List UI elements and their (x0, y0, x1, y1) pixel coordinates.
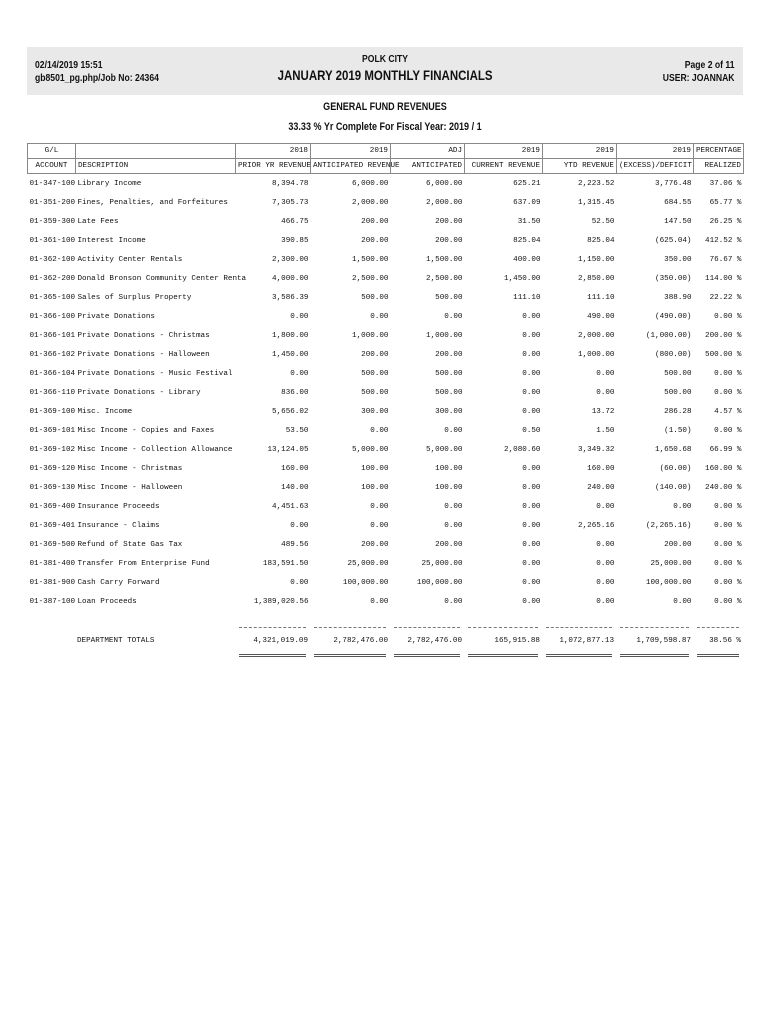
totals-rule-bottom (27, 648, 743, 662)
cell-gl-account: 01-369-401 (29, 521, 76, 530)
totals-rule-top (27, 620, 743, 634)
rule-segment (390, 648, 464, 662)
cell-current-revenue: 0.00 (522, 464, 541, 473)
rule-segment (27, 648, 75, 662)
cell-description: Private Donations - Music Festival (77, 369, 233, 378)
cell-excess-deficit: (60.00) (659, 464, 692, 473)
rule-segment (464, 648, 542, 662)
table-row (28, 573, 744, 592)
column-header-anticipated-revenue: ANTICIPATED REVENUE (311, 159, 391, 174)
cell-ytd-revenue: 2,850.00 (578, 274, 615, 283)
cell-description: Misc Income - Halloween (77, 483, 183, 492)
column-header-gl-account: G/L (28, 144, 76, 159)
page-number: Page 2 of 11 (685, 59, 735, 71)
cell-prior-yr-revenue: 2,300.00 (272, 255, 309, 264)
cell-current-revenue: 1,450.00 (504, 274, 541, 283)
cell-anticipated-revenue: 200.00 (361, 350, 389, 359)
header-row-top (28, 144, 744, 159)
cell-excess-deficit: 388.90 (664, 293, 692, 302)
table-row (28, 193, 744, 212)
cell-adj-anticipated: 0.00 (444, 502, 463, 511)
cell-ytd-revenue: 52.50 (591, 217, 615, 226)
cell-current-revenue: 0.00 (522, 578, 541, 587)
table-row (28, 497, 744, 516)
cell-adj-anticipated: 100.00 (435, 483, 463, 492)
cell-ytd-revenue: 160.00 (587, 464, 615, 473)
cell-ytd-revenue: 111.10 (587, 293, 615, 302)
cell-description: Misc Income - Copies and Faxes (77, 426, 215, 435)
total-percentage-realized: 38.56 % (709, 637, 741, 645)
table-row (28, 364, 744, 383)
cell-ytd-revenue: 0.00 (596, 578, 615, 587)
report-title-block (27, 49, 743, 85)
cell-anticipated-revenue: 5,000.00 (352, 445, 389, 454)
cell-percentage-realized: 0.00 % (714, 597, 742, 606)
rule-segment (542, 620, 616, 634)
cell-gl-account: 01-366-110 (29, 388, 76, 397)
rule-segment (693, 648, 743, 662)
rule-segment (464, 620, 542, 634)
cell-prior-yr-revenue: 7,305.73 (272, 198, 309, 207)
cell-anticipated-revenue: 300.00 (361, 407, 389, 416)
cell-current-revenue: 0.50 (522, 426, 541, 435)
cell-gl-account: 01-362-200 (29, 274, 76, 283)
cell-ytd-revenue: 2,265.16 (578, 521, 615, 530)
column-header-adj-anticipated: ADJ (391, 144, 465, 159)
total-description: DEPARTMENT TOTALS (77, 637, 155, 645)
cell-anticipated-revenue: 0.00 (370, 597, 389, 606)
rule-segment (542, 648, 616, 662)
cell-adj-anticipated: 0.00 (444, 597, 463, 606)
column-header-gl-account: ACCOUNT (28, 159, 76, 174)
cell-excess-deficit: 25,000.00 (650, 559, 692, 568)
cell-excess-deficit: 500.00 (664, 369, 692, 378)
rule-segment (27, 620, 75, 634)
cell-prior-yr-revenue: 4,451.63 (272, 502, 309, 511)
cell-gl-account: 01-381-900 (29, 578, 76, 587)
cell-gl-account: 01-362-100 (29, 255, 76, 264)
cell-ytd-revenue: 3,349.32 (578, 445, 615, 454)
cell-excess-deficit: (625.04) (655, 236, 692, 245)
cell-ytd-revenue: 0.00 (596, 502, 615, 511)
cell-current-revenue: 0.00 (522, 331, 541, 340)
cell-gl-account: 01-347-100 (29, 179, 76, 188)
table-row (28, 174, 744, 194)
table-row (28, 307, 744, 326)
cell-gl-account: 01-365-100 (29, 293, 76, 302)
rule-segment (310, 648, 390, 662)
cell-prior-yr-revenue: 466.75 (281, 217, 309, 226)
cell-percentage-realized: 240.00 % (705, 483, 742, 492)
cell-gl-account: 01-366-102 (29, 350, 76, 359)
cell-anticipated-revenue: 2,000.00 (352, 198, 389, 207)
rule-segment (75, 648, 235, 662)
cell-gl-account: 01-366-100 (29, 312, 76, 321)
cell-ytd-revenue: 1,150.00 (578, 255, 615, 264)
cell-prior-yr-revenue: 836.00 (281, 388, 309, 397)
cell-adj-anticipated: 200.00 (435, 350, 463, 359)
cell-gl-account: 01-369-102 (29, 445, 76, 454)
cell-description: Transfer From Enterprise Fund (77, 559, 210, 568)
cell-percentage-realized: 76.67 % (709, 255, 742, 264)
cell-gl-account: 01-351-200 (29, 198, 76, 207)
column-header-percentage-realized: PERCENTAGE (694, 144, 744, 159)
cell-current-revenue: 0.00 (522, 312, 541, 321)
rule-segment (693, 620, 743, 634)
cell-prior-yr-revenue: 489.56 (281, 540, 309, 549)
cell-prior-yr-revenue: 1,800.00 (272, 331, 309, 340)
cell-excess-deficit: 3,776.48 (655, 179, 692, 188)
cell-current-revenue: 0.00 (522, 369, 541, 378)
cell-gl-account: 01-359-300 (29, 217, 76, 226)
cell-current-revenue: 0.00 (522, 521, 541, 530)
cell-percentage-realized: 114.00 % (705, 274, 742, 283)
cell-gl-account: 01-369-101 (29, 426, 76, 435)
report-title: JANUARY 2019 MONTHLY FINANCIALS (277, 67, 493, 83)
cell-current-revenue: 625.21 (513, 179, 541, 188)
cell-percentage-realized: 200.00 % (705, 331, 742, 340)
cell-excess-deficit: (490.00) (655, 312, 692, 321)
cell-adj-anticipated: 0.00 (444, 312, 463, 321)
cell-excess-deficit: (2,265.16) (645, 521, 692, 530)
cell-anticipated-revenue: 0.00 (370, 426, 389, 435)
cell-ytd-revenue: 0.00 (596, 559, 615, 568)
cell-prior-yr-revenue: 1,450.00 (272, 350, 309, 359)
total-gl-account (27, 634, 75, 648)
rule-segment (75, 620, 235, 634)
cell-percentage-realized: 65.77 % (709, 198, 742, 207)
cell-percentage-realized: 37.06 % (709, 179, 742, 188)
department-totals-row (27, 634, 743, 648)
cell-current-revenue: 0.00 (522, 388, 541, 397)
cell-ytd-revenue: 0.00 (596, 369, 615, 378)
cell-excess-deficit: 147.50 (664, 217, 692, 226)
run-datetime: 02/14/2019 15:51 (35, 59, 103, 71)
table-row (28, 288, 744, 307)
total-current-revenue: 165,915.88 (494, 637, 540, 645)
column-header-current-revenue: 2019 (465, 144, 543, 159)
cell-prior-yr-revenue: 4,000.00 (272, 274, 309, 283)
cell-excess-deficit: 100,000.00 (645, 578, 692, 587)
cell-excess-deficit: (140.00) (655, 483, 692, 492)
cell-anticipated-revenue: 100.00 (361, 464, 389, 473)
cell-gl-account: 01-366-101 (29, 331, 76, 340)
rule-segment (390, 620, 464, 634)
cell-description: Insurance Proceeds (77, 502, 160, 511)
cell-gl-account: 01-381-400 (29, 559, 76, 568)
cell-excess-deficit: 500.00 (664, 388, 692, 397)
cell-current-revenue: 31.50 (517, 217, 541, 226)
table-row (28, 421, 744, 440)
user-name: USER: JOANNAK (663, 72, 735, 84)
rule-segment (616, 620, 693, 634)
total-excess-deficit: 1,709,598.87 (636, 637, 691, 645)
cell-current-revenue: 400.00 (513, 255, 541, 264)
cell-ytd-revenue: 1.50 (596, 426, 615, 435)
cell-percentage-realized: 22.22 % (709, 293, 742, 302)
report-header (27, 47, 743, 95)
cell-prior-yr-revenue: 13,124.05 (267, 445, 309, 454)
cell-current-revenue: 0.00 (522, 350, 541, 359)
cell-description: Donald Bronson Community Center Renta (77, 274, 247, 283)
cell-excess-deficit: 1,650.68 (655, 445, 692, 454)
cell-adj-anticipated: 6,000.00 (426, 179, 463, 188)
cell-ytd-revenue: 2,000.00 (578, 331, 615, 340)
cell-anticipated-revenue: 500.00 (361, 369, 389, 378)
table-row (28, 383, 744, 402)
cell-prior-yr-revenue: 5,656.02 (272, 407, 309, 416)
cell-description: Private Donations - Christmas (77, 331, 210, 340)
cell-description: Private Donations - Halloween (77, 350, 210, 359)
cell-adj-anticipated: 2,000.00 (426, 198, 463, 207)
column-header-excess-deficit: (EXCESS)/DEFICIT (617, 159, 694, 174)
cell-ytd-revenue: 0.00 (596, 540, 615, 549)
cell-adj-anticipated: 500.00 (435, 293, 463, 302)
table-row (28, 345, 744, 364)
cell-description: Interest Income (77, 236, 146, 245)
cell-adj-anticipated: 200.00 (435, 217, 463, 226)
cell-gl-account: 01-361-100 (29, 236, 76, 245)
cell-excess-deficit: 0.00 (673, 597, 692, 606)
table-row (28, 231, 744, 250)
cell-current-revenue: 0.00 (522, 502, 541, 511)
cell-anticipated-revenue: 2,500.00 (352, 274, 389, 283)
cell-prior-yr-revenue: 390.85 (281, 236, 309, 245)
cell-gl-account: 01-387-100 (29, 597, 76, 606)
cell-adj-anticipated: 0.00 (444, 521, 463, 530)
column-header-description (76, 144, 236, 159)
cell-ytd-revenue: 0.00 (596, 597, 615, 606)
cell-adj-anticipated: 1,000.00 (426, 331, 463, 340)
cell-adj-anticipated: 25,000.00 (421, 559, 463, 568)
cell-anticipated-revenue: 1,000.00 (352, 331, 389, 340)
cell-description: Library Income (77, 179, 142, 188)
cell-current-revenue: 0.00 (522, 597, 541, 606)
cell-percentage-realized: 26.25 % (709, 217, 742, 226)
cell-anticipated-revenue: 25,000.00 (347, 559, 389, 568)
cell-excess-deficit: (1.50) (664, 426, 692, 435)
rule-segment (616, 648, 693, 662)
table-row (28, 269, 744, 288)
cell-anticipated-revenue: 0.00 (370, 502, 389, 511)
table-row (28, 250, 744, 269)
cell-anticipated-revenue: 200.00 (361, 236, 389, 245)
table-row (28, 554, 744, 573)
cell-prior-yr-revenue: 140.00 (281, 483, 309, 492)
org-name: POLK CITY (362, 53, 408, 65)
cell-percentage-realized: 412.52 % (705, 236, 742, 245)
cell-percentage-realized: 0.00 % (714, 312, 742, 321)
cell-description: Fines, Penalties, and Forfeitures (77, 198, 228, 207)
cell-anticipated-revenue: 6,000.00 (352, 179, 389, 188)
page-user-info (663, 59, 735, 85)
cell-prior-yr-revenue: 0.00 (290, 521, 309, 530)
cell-ytd-revenue: 2,223.52 (578, 179, 615, 188)
cell-ytd-revenue: 13.72 (591, 407, 615, 416)
column-header-adj-anticipated: ANTICIPATED (391, 159, 465, 174)
rule-segment (310, 620, 390, 634)
section-subtitle: 33.33 % Yr Complete For Fiscal Year: 2019 / 1 (288, 121, 482, 133)
total-prior-yr-revenue: 4,321,019.09 (253, 637, 308, 645)
job-info: gb8501_pg.php/Job No: 24364 (35, 72, 159, 84)
cell-adj-anticipated: 2,500.00 (426, 274, 463, 283)
cell-adj-anticipated: 200.00 (435, 236, 463, 245)
cell-description: Private Donations - Library (77, 388, 201, 397)
column-header-description: DESCRIPTION (76, 159, 236, 174)
cell-percentage-realized: 500.00 % (705, 350, 742, 359)
cell-description: Cash Carry Forward (77, 578, 160, 587)
cell-description: Misc. Income (77, 407, 133, 416)
cell-adj-anticipated: 1,500.00 (426, 255, 463, 264)
section-title: GENERAL FUND REVENUES (323, 101, 447, 113)
cell-gl-account: 01-369-130 (29, 483, 76, 492)
table-row (28, 212, 744, 231)
cell-anticipated-revenue: 200.00 (361, 540, 389, 549)
table-row (28, 440, 744, 459)
cell-gl-account: 01-369-500 (29, 540, 76, 549)
cell-adj-anticipated: 100.00 (435, 464, 463, 473)
cell-prior-yr-revenue: 53.50 (285, 426, 309, 435)
cell-prior-yr-revenue: 0.00 (290, 578, 309, 587)
table-row (28, 592, 744, 611)
cell-percentage-realized: 0.00 % (714, 540, 742, 549)
cell-prior-yr-revenue: 0.00 (290, 312, 309, 321)
cell-excess-deficit: (1,000.00) (645, 331, 692, 340)
cell-excess-deficit: (350.00) (655, 274, 692, 283)
cell-description: Activity Center Rentals (77, 255, 183, 264)
column-header-percentage-realized: REALIZED (694, 159, 744, 174)
cell-description: Private Donations (77, 312, 155, 321)
cell-prior-yr-revenue: 8,394.78 (272, 179, 309, 188)
revenue-table-wrap (27, 143, 743, 611)
cell-current-revenue: 0.00 (522, 559, 541, 568)
cell-gl-account: 01-369-120 (29, 464, 76, 473)
column-header-ytd-revenue: YTD REVENUE (543, 159, 617, 174)
cell-anticipated-revenue: 100,000.00 (342, 578, 389, 587)
cell-ytd-revenue: 0.00 (596, 388, 615, 397)
table-row (28, 535, 744, 554)
cell-anticipated-revenue: 200.00 (361, 217, 389, 226)
cell-prior-yr-revenue: 3,586.39 (272, 293, 309, 302)
cell-current-revenue: 0.00 (522, 483, 541, 492)
cell-excess-deficit: 350.00 (664, 255, 692, 264)
cell-percentage-realized: 0.00 % (714, 521, 742, 530)
cell-percentage-realized: 66.99 % (709, 445, 742, 454)
cell-prior-yr-revenue: 1,389,020.56 (253, 597, 309, 606)
column-header-prior-yr-revenue: PRIOR YR REVENUE (236, 159, 311, 174)
cell-percentage-realized: 0.00 % (714, 502, 742, 511)
column-header-prior-yr-revenue: 2018 (236, 144, 311, 159)
cell-gl-account: 01-369-100 (29, 407, 76, 416)
cell-description: Loan Proceeds (77, 597, 137, 606)
rule-segment (235, 648, 310, 662)
column-header-ytd-revenue: 2019 (543, 144, 617, 159)
cell-percentage-realized: 0.00 % (714, 578, 742, 587)
cell-current-revenue: 0.00 (522, 407, 541, 416)
header-row-bottom (28, 159, 744, 174)
cell-description: Refund of State Gas Tax (77, 540, 183, 549)
revenue-table (27, 143, 744, 611)
cell-adj-anticipated: 200.00 (435, 540, 463, 549)
cell-ytd-revenue: 1,000.00 (578, 350, 615, 359)
cell-ytd-revenue: 240.00 (587, 483, 615, 492)
cell-prior-yr-revenue: 160.00 (281, 464, 309, 473)
cell-description: Misc Income - Christmas (77, 464, 183, 473)
cell-excess-deficit: 0.00 (673, 502, 692, 511)
totals-block (27, 620, 743, 662)
cell-ytd-revenue: 1,315.45 (578, 198, 615, 207)
cell-current-revenue: 111.10 (513, 293, 541, 302)
cell-percentage-realized: 0.00 % (714, 559, 742, 568)
cell-anticipated-revenue: 500.00 (361, 293, 389, 302)
total-anticipated-revenue: 2,782,476.00 (333, 637, 388, 645)
total-adj-anticipated: 2,782,476.00 (407, 637, 462, 645)
cell-percentage-realized: 0.00 % (714, 426, 742, 435)
cell-percentage-realized: 4.57 % (714, 407, 742, 416)
cell-description: Sales of Surplus Property (77, 293, 192, 302)
column-header-current-revenue: CURRENT REVENUE (465, 159, 543, 174)
cell-adj-anticipated: 5,000.00 (426, 445, 463, 454)
cell-percentage-realized: 0.00 % (714, 369, 742, 378)
cell-adj-anticipated: 300.00 (435, 407, 463, 416)
cell-anticipated-revenue: 1,500.00 (352, 255, 389, 264)
cell-anticipated-revenue: 0.00 (370, 312, 389, 321)
cell-percentage-realized: 160.00 % (705, 464, 742, 473)
table-row (28, 459, 744, 478)
cell-description: Insurance - Claims (77, 521, 160, 530)
rule-segment (235, 620, 310, 634)
cell-anticipated-revenue: 100.00 (361, 483, 389, 492)
cell-anticipated-revenue: 500.00 (361, 388, 389, 397)
cell-excess-deficit: (800.00) (655, 350, 692, 359)
cell-percentage-realized: 0.00 % (714, 388, 742, 397)
cell-excess-deficit: 200.00 (664, 540, 692, 549)
total-ytd-revenue: 1,072,877.13 (559, 637, 614, 645)
cell-adj-anticipated: 500.00 (435, 369, 463, 378)
table-row (28, 402, 744, 421)
column-header-excess-deficit: 2019 (617, 144, 694, 159)
revenue-rows (28, 174, 744, 612)
cell-current-revenue: 0.00 (522, 540, 541, 549)
cell-prior-yr-revenue: 183,591.50 (262, 559, 309, 568)
cell-anticipated-revenue: 0.00 (370, 521, 389, 530)
cell-adj-anticipated: 100,000.00 (416, 578, 463, 587)
cell-adj-anticipated: 500.00 (435, 388, 463, 397)
table-row (28, 516, 744, 535)
cell-ytd-revenue: 490.00 (587, 312, 615, 321)
totals-table (27, 620, 743, 662)
cell-description: Misc Income - Collection Allowance (77, 445, 233, 454)
table-row (28, 478, 744, 497)
cell-excess-deficit: 286.28 (664, 407, 692, 416)
cell-current-revenue: 825.04 (513, 236, 541, 245)
cell-adj-anticipated: 0.00 (444, 426, 463, 435)
column-header-anticipated-revenue: 2019 (311, 144, 391, 159)
cell-gl-account: 01-366-104 (29, 369, 76, 378)
cell-description: Late Fees (77, 217, 119, 226)
cell-excess-deficit: 684.55 (664, 198, 692, 207)
cell-gl-account: 01-369-400 (29, 502, 76, 511)
cell-current-revenue: 637.09 (513, 198, 541, 207)
cell-ytd-revenue: 825.04 (587, 236, 615, 245)
cell-current-revenue: 2,080.60 (504, 445, 541, 454)
table-row (28, 326, 744, 345)
cell-prior-yr-revenue: 0.00 (290, 369, 309, 378)
